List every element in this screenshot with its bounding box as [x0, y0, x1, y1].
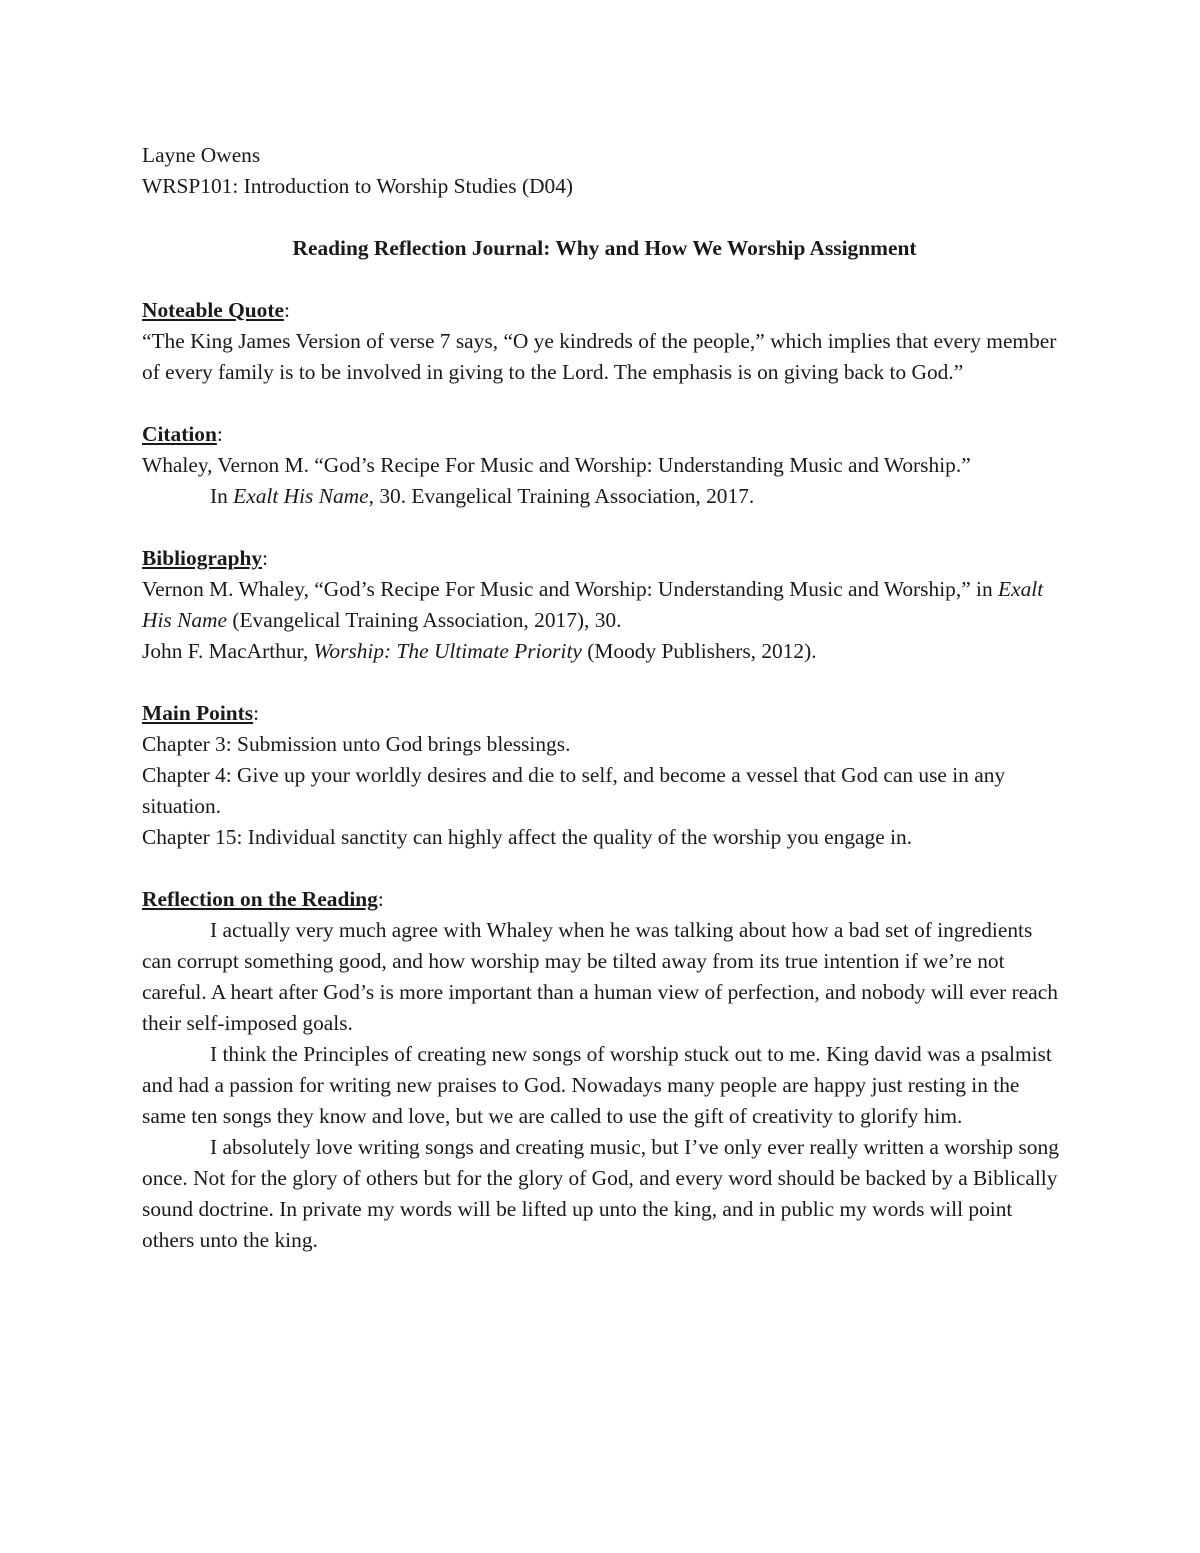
- bibliography-heading: Bibliography: [142, 546, 263, 570]
- citation-line-1: Whaley, Vernon M. “God’s Recipe For Music and Worship: Understanding Music and Worship.”: [142, 453, 971, 477]
- bibliography-entry1-part1: Vernon M. Whaley, “God’s Recipe For Music and Worship: Understanding Music and Worship,” in: [142, 577, 999, 601]
- bibliography-entry-2: [142, 636, 1067, 667]
- main-points-section: [142, 698, 1067, 853]
- bibliography-entry2-part1: John F. MacArthur,: [142, 639, 314, 663]
- header-block: [142, 140, 1067, 202]
- quote-heading-colon: :: [284, 298, 290, 322]
- quote-heading: Noteable Quote: [142, 298, 284, 322]
- document-title: Reading Reflection Journal: Why and How We Worship Assignment: [292, 236, 917, 260]
- author-name: Layne Owens: [142, 143, 261, 167]
- bibliography-section: [142, 543, 1067, 667]
- reflection-paragraph: I absolutely love writing songs and creating music, but I’ve only ever really written a worship song once. Not for the glory of others but for the glory of God, and every word should be backed by a Biblically sound doctrine. In private my words will be lifted up unto the king, and in public my words will point others unto the king.: [142, 1135, 1059, 1252]
- reflection-paragraph: I think the Principles of creating new songs of worship stuck out to me. King david was a psalmist and had a passion for writing new praises to God. Nowadays many people are happy just resting in the same ten songs they know and love, but we are called to use the gift of creativity to glorify him.: [142, 1042, 1052, 1128]
- citation-line-2: [142, 481, 1067, 512]
- citation-section: [142, 419, 1067, 512]
- citation-heading: Citation: [142, 422, 217, 446]
- reflection-heading: Reflection on the Reading: [142, 887, 378, 911]
- course-name: WRSP101: Introduction to Worship Studies (D04): [142, 174, 574, 198]
- main-points-heading-line: [142, 698, 1067, 729]
- citation-heading-colon: :: [216, 422, 223, 446]
- main-points-heading-colon: :: [253, 701, 260, 725]
- bibliography-entry-1: [142, 574, 1067, 636]
- quote-section: [142, 295, 1067, 388]
- bibliography-entry2-title: Worship: The Ultimate Priority: [313, 639, 582, 663]
- main-point-item: Chapter 15: Individual sanctity can highly affect the quality of the worship you engage in.: [142, 825, 913, 849]
- main-point-item: Chapter 4: Give up your worldly desires and die to self, and become a vessel that God can use in any situation.: [142, 763, 1006, 818]
- document-page: [142, 140, 1067, 1256]
- citation-line2-prefix: In: [210, 484, 234, 508]
- quote-text: “The King James Version of verse 7 says, “O ye kindreds of the people,” which implies that every member of every family is to be involved in giving to the Lord. The emphasis is on giving back to God.”: [142, 329, 1057, 384]
- reflection-section: [142, 884, 1067, 1256]
- bibliography-entry2-part2: (Moody Publishers, 2012).: [581, 639, 817, 663]
- bibliography-entry1-title: Exalt His Name: [142, 577, 1044, 632]
- bibliography-heading-line: [142, 543, 1067, 574]
- citation-heading-line: [142, 419, 1067, 450]
- reflection-paragraph: I actually very much agree with Whaley when he was talking about how a bad set of ingredients can corrupt something good, and how worship may be tilted away from its true intention if we’re not careful. A heart after God’s is more important than a human view of perfection, and nobody will ever reach their self-imposed goals.: [142, 918, 1058, 1035]
- main-point-item: Chapter 3: Submission unto God brings blessings.: [142, 732, 571, 756]
- citation-book-title: Exalt His Name: [233, 484, 369, 508]
- bibliography-entry1-part2: (Evangelical Training Association, 2017), 30.: [226, 608, 622, 632]
- bibliography-heading-colon: :: [262, 546, 269, 570]
- citation-line2-suffix: , 30. Evangelical Training Association, 2017.: [368, 484, 755, 508]
- main-points-heading: Main Points: [142, 701, 254, 725]
- reflection-heading-line: [142, 884, 1067, 915]
- reflection-heading-colon: :: [377, 887, 384, 911]
- quote-heading-line: [142, 295, 1067, 326]
